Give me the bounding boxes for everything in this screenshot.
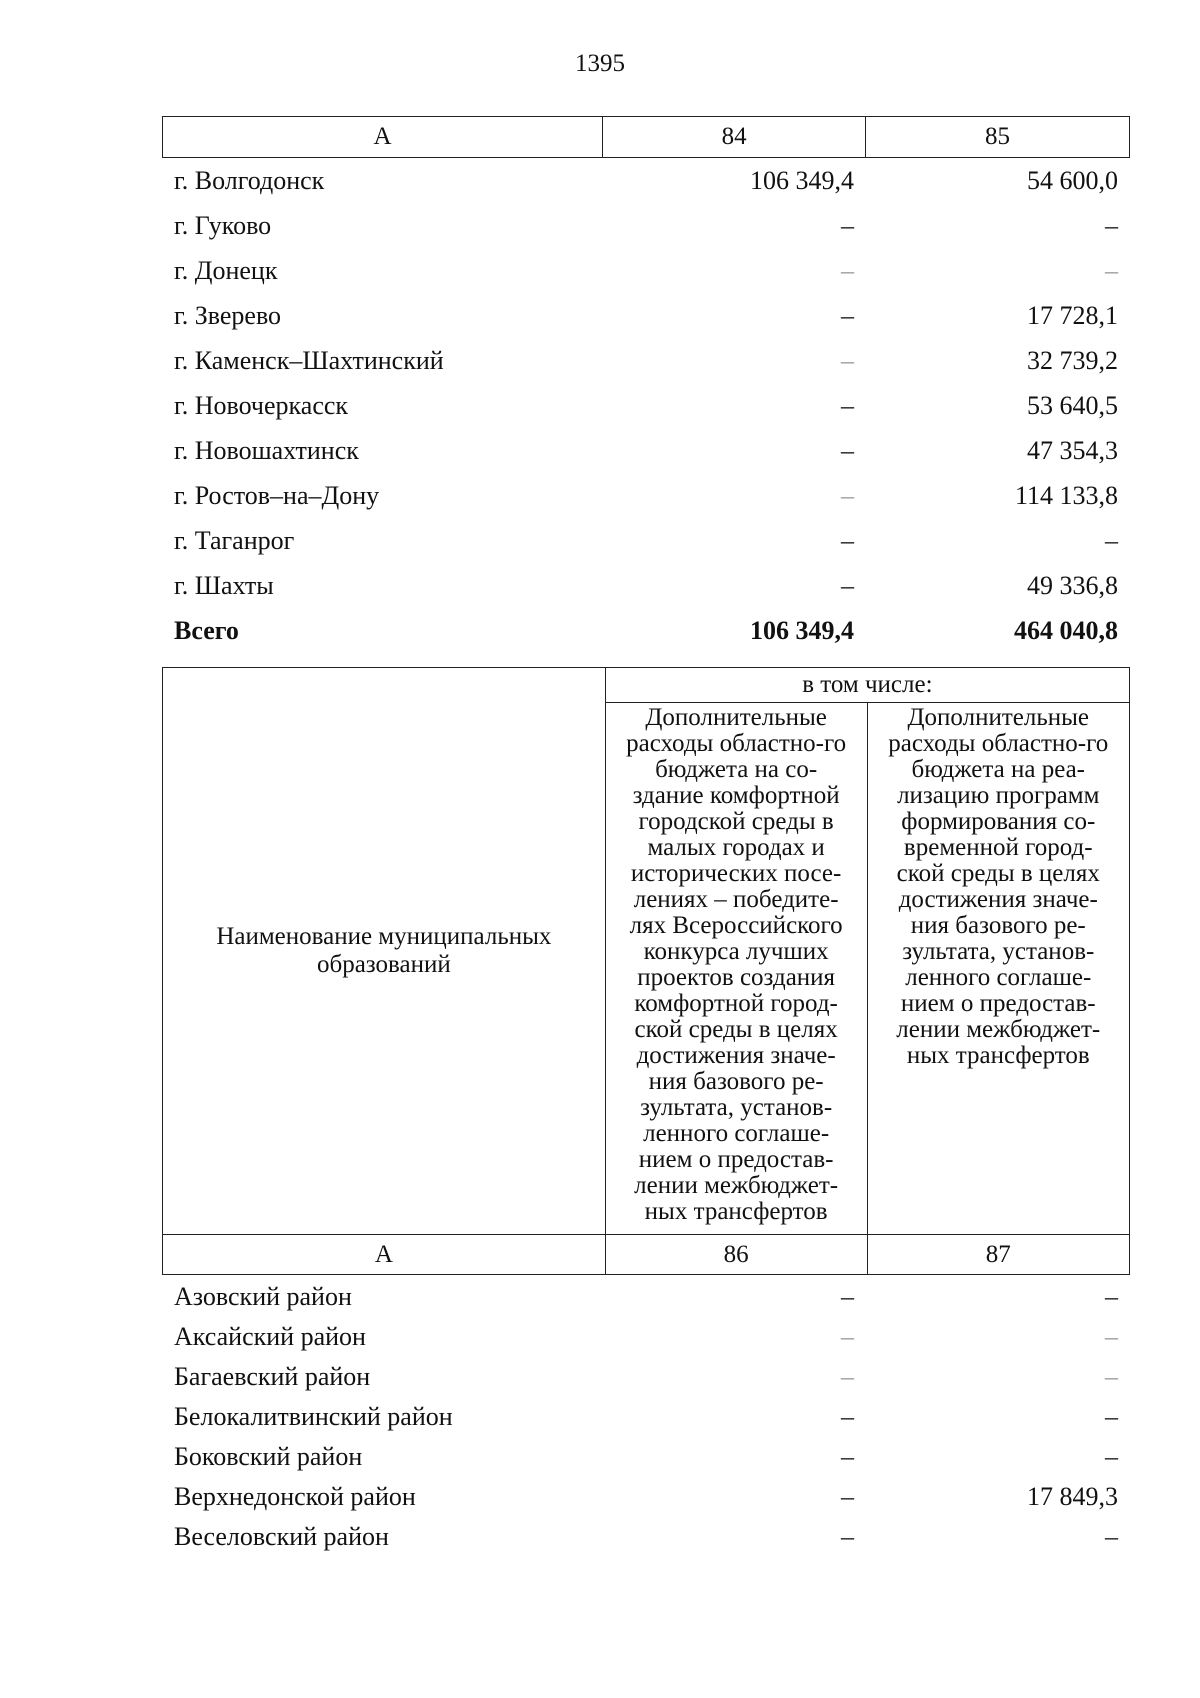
- row-name: г. Волгодонск: [174, 166, 325, 195]
- row-value-87: –: [1105, 1362, 1118, 1391]
- table1-header-col-84: 84: [603, 117, 866, 158]
- row-value-85: 53 640,5: [1027, 391, 1118, 420]
- row-value-84: –: [841, 301, 854, 330]
- row-name: г. Зверево: [174, 301, 282, 330]
- table2-col87-header: Дополнительные расходы областно-го бюджета на реа-лизацию программ формирования со-временной город-ской среды в целях достижения значе-ния базового ре-зультата, установ-ленного соглаше-нием о предостав-лении межбюджет-ных трансфертов: [867, 703, 1129, 1235]
- table2-header: [162, 667, 1130, 1275]
- total-label: Всего: [174, 616, 239, 645]
- row-value-86: –: [841, 1482, 854, 1511]
- row-value-86: –: [841, 1362, 854, 1391]
- row-value-84: –: [841, 256, 854, 285]
- row-name: г. Шахты: [174, 571, 274, 600]
- row-value-85: 114 133,8: [1014, 481, 1118, 510]
- row-value-84: –: [841, 571, 854, 600]
- row-name: г. Новочеркасск: [174, 391, 349, 420]
- row-value-85: –: [1105, 256, 1118, 285]
- row-name: г. Новошахтинск: [174, 436, 359, 465]
- table1-header: [162, 116, 1130, 158]
- row-value-87: –: [1105, 1402, 1118, 1431]
- row-value-87: –: [1105, 1442, 1118, 1471]
- row-name: г. Донецк: [174, 256, 278, 285]
- row-value-86: –: [841, 1402, 854, 1431]
- row-value-85: 17 728,1: [1027, 301, 1118, 330]
- row-value-84: –: [841, 436, 854, 465]
- row-value-84: 106 349,4: [750, 166, 854, 195]
- row-value-86: –: [841, 1522, 854, 1551]
- row-name: г. Каменск–Шахтинский: [174, 346, 444, 375]
- table2-name-header: Наименование муниципальных образований: [163, 668, 606, 1235]
- row-value-85: 54 600,0: [1027, 166, 1118, 195]
- row-name: г. Гуково: [174, 211, 272, 240]
- table2-num-col-87: 87: [867, 1235, 1129, 1275]
- table1-header-col-a: А: [163, 117, 603, 158]
- row-value-85: –: [1105, 526, 1118, 555]
- table2-group-header: в том числе:: [605, 668, 1129, 703]
- row-name: Белокалитвинский район: [174, 1402, 453, 1431]
- table2-num-col-a: А: [163, 1235, 606, 1275]
- row-value-86: –: [841, 1442, 854, 1471]
- row-value-87: 17 849,3: [1027, 1482, 1118, 1511]
- row-name: г. Таганрог: [174, 526, 295, 555]
- table2-num-col-86: 86: [605, 1235, 867, 1275]
- row-value-84: –: [841, 211, 854, 240]
- row-value-86: –: [841, 1322, 854, 1351]
- row-value-87: –: [1105, 1282, 1118, 1311]
- row-name: Верхнедонской район: [174, 1482, 416, 1511]
- row-name: Веселовский район: [174, 1522, 389, 1551]
- row-value-84: –: [841, 346, 854, 375]
- row-value-85: 47 354,3: [1027, 436, 1118, 465]
- total-value-84: 106 349,4: [750, 616, 854, 645]
- table2-col86-header: Дополнительные расходы областно-го бюджета на со-здание комфортной городской среды в малых городах и исторических посе-лениях – победите-лях Всероссийского конкурса лучших проектов создания комфортной город-ской среды в целях достижения значе-ния базового ре-зультата, установ-ленного соглаше-нием о предостав-лении межбюджет-ных трансфертов: [605, 703, 867, 1235]
- row-value-87: –: [1105, 1522, 1118, 1551]
- table1-header-col-85: 85: [866, 117, 1130, 158]
- row-value-84: –: [841, 481, 854, 510]
- row-name: г. Ростов–на–Дону: [174, 481, 380, 510]
- row-value-84: –: [841, 526, 854, 555]
- row-value-86: –: [841, 1282, 854, 1311]
- row-value-85: 32 739,2: [1027, 346, 1118, 375]
- row-value-85: 49 336,8: [1027, 571, 1118, 600]
- row-name: Азовский район: [174, 1282, 352, 1311]
- row-value-85: –: [1105, 211, 1118, 240]
- row-value-84: –: [841, 391, 854, 420]
- row-name: Боковский район: [174, 1442, 363, 1471]
- row-value-87: –: [1105, 1322, 1118, 1351]
- row-name: Багаевский район: [174, 1362, 371, 1391]
- total-value-85: 464 040,8: [1014, 616, 1118, 645]
- page-number: 1395: [575, 50, 625, 77]
- row-name: Аксайский район: [174, 1322, 366, 1351]
